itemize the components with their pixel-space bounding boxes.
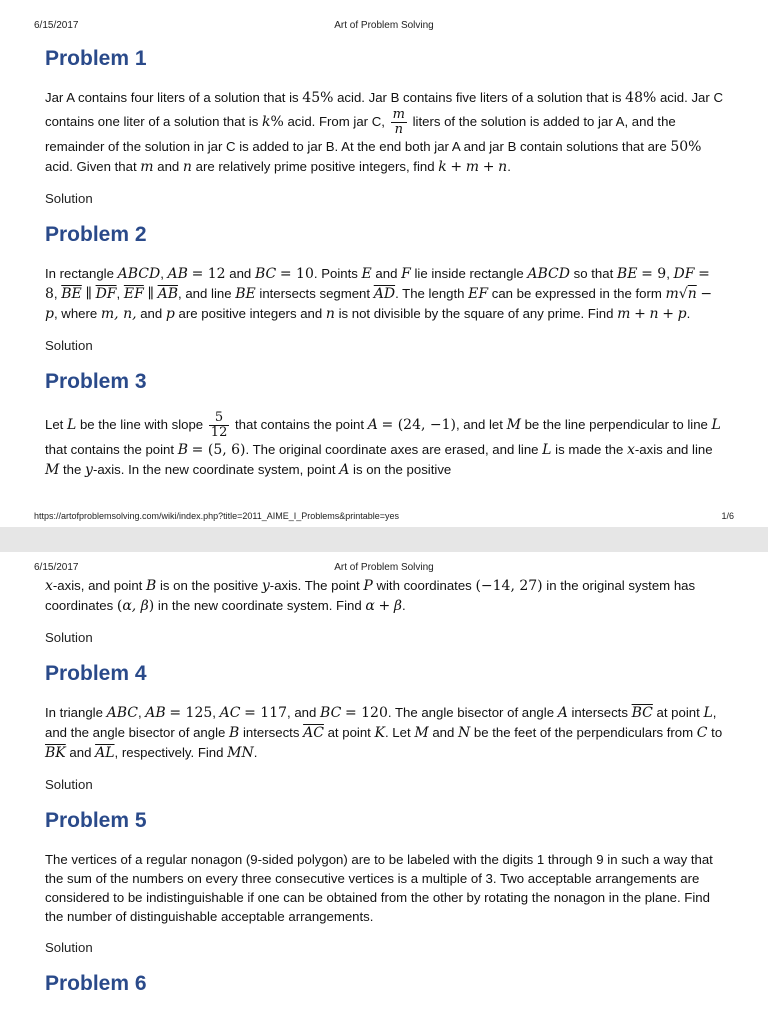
problem-4-heading: Problem 4 [45, 662, 147, 685]
problem-3-text-part1: Let L be the line with slope $\frac{5}{12}$ that contains the point A = (24, −1), and let M be the line perpendicular to line L that contains the point B = (5, 6). The original coordinate axes are erased, and line L is made the x-axis and line M the y-axis. In the new coordinate system, point A is on the positive [45, 410, 721, 478]
page-content [45, 576, 725, 1013]
problem-5-solution-link[interactable]: Solution [45, 940, 93, 955]
problem-4-solution-link[interactable]: Solution [45, 777, 93, 792]
page-separator [0, 527, 768, 552]
print-date: 6/15/2017 [34, 562, 79, 573]
site-title: Art of Problem Solving [334, 20, 434, 31]
problem-1-heading: Problem 1 [45, 47, 147, 70]
problem-3-text-part2: x-axis, and point B is on the positive y-axis. The point P with coordinates (−14, 27) in the original system has coordinates (α, β) in the new coordinate system. Find α + β. [45, 578, 696, 614]
page-content [45, 44, 725, 494]
print-date: 6/15/2017 [34, 20, 79, 31]
problem-5-heading: Problem 5 [45, 809, 147, 832]
page-url: https://artofproblemsolving.com/wiki/index.php?title=2011_AIME_I_Problems&printable=yes [34, 511, 400, 521]
problem-1-text: Jar A contains four liters of a solution that is 45% acid. Jar B contains five liters of a solution that is 48% acid. Jar C contains one liter of a solution that is k% acid. From jar C, $\frac{m}{n}$ liters of the solution is added to jar A, and the remainder of the solution in jar C is added to jar B. At the end both jar A and jar B contain solutions that are 50% acid. Given that m and n are relatively prime positive integers, find k + m + n. [45, 90, 723, 175]
problem-4-text: In triangle ABC, AB = 125, AC = 117, and BC = 120. The angle bisector of angle A intersects $\overline{BC}$ at point L, and the angle bisector of angle B intersects $\overline{AC}$ at point K. Let M and N be the feet of the perpendiculars from C to $\overline{BK}$ and $\overline{AL}$, respectively. Find MN. [45, 705, 723, 761]
problem-1-solution-link[interactable]: Solution [45, 191, 93, 206]
problem-3-heading: Problem 3 [45, 370, 147, 393]
pdf-page-2 [0, 552, 768, 1024]
problem-2-heading: Problem 2 [45, 223, 147, 246]
problem-6-heading: Problem 6 [45, 972, 147, 995]
page-number: 1/6 [721, 511, 734, 521]
problem-2-text: In rectangle ABCD, AB = 12 and BC = 10. Points E and F lie inside rectangle ABCD so that BE = 9, DF = 8, $\overline{BE}$ ∥ $\overline{DF}$, $\overline{EF}$ ∥ $\overline{AB}$, and line BE intersects segment $\overline{AD}$. The length EF can be expressed in the form m√n − p, where m, n, and p are positive integers and n is not divisible by the square of any prime. Find m + n + p. [45, 266, 713, 322]
site-title: Art of Problem Solving [334, 562, 434, 573]
problem-3-solution-link[interactable]: Solution [45, 630, 93, 645]
problem-5-text: The vertices of a regular nonagon (9-sided polygon) are to be labeled with the digits 1 through 9 in such a way that the sum of the numbers on every three consecutive vertices is a multiple of 3. Two acceptable arrangements are considered to be indistinguishable if one can be obtained from the other by rotating the nonagon in the plane. Find the number of distinguishable acceptable arrangements. [45, 852, 713, 924]
problem-2-solution-link[interactable]: Solution [45, 338, 93, 353]
